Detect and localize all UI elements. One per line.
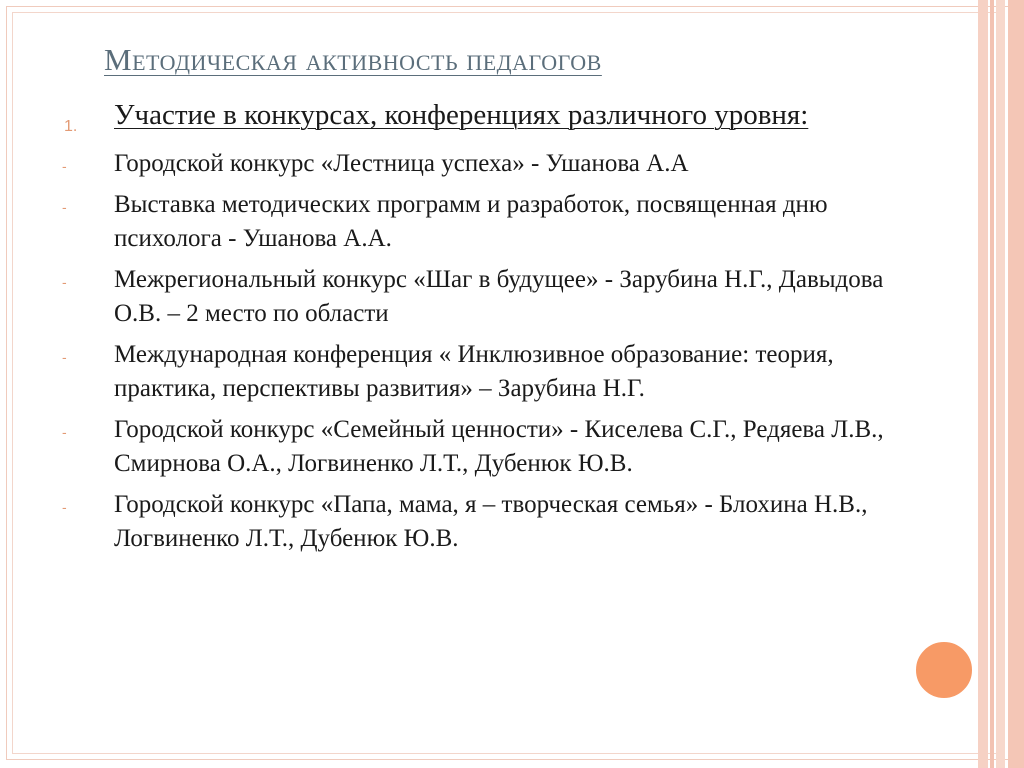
numbered-item-text: Участие в конкурсах, конференциях различного уровня: (114, 99, 809, 131)
bullet-marker: - (62, 274, 67, 290)
bullet-marker: - (62, 424, 67, 440)
list-item (60, 413, 910, 481)
bullet-marker: - (62, 349, 67, 365)
list-item-text: Городской конкурс «Семейный ценности» - Киселева С.Г., Редяева Л.В., Смирнова О.А., Логвиненко Л.Т., Дубенюк Ю.В. (114, 416, 884, 477)
list-number: 1. (64, 118, 78, 135)
list-item-text: Межрегиональный конкурс «Шаг в будущее» - Зарубина Н.Г., Давыдова О.В. – 2 место по области (114, 266, 884, 327)
slide-title: Методическая активность педагогов (104, 42, 602, 77)
list-item (60, 147, 910, 181)
bullet-marker: - (62, 499, 67, 515)
bullet-marker: - (62, 199, 67, 215)
bullet-marker: - (62, 158, 67, 174)
decorative-stripe (1008, 0, 1024, 768)
list-item (60, 263, 910, 331)
decorative-circle (914, 640, 974, 700)
list-item-text: Городской конкурс «Папа, мама, я – творческая семья» - Блохина Н.В., Логвиненко Л.Т., Дубенюк Ю.В. (114, 491, 868, 552)
list-item-text: Выставка методических программ и разработок, посвященная дню психолога - Ушанова А.А. (114, 191, 828, 252)
slide-content (60, 96, 910, 563)
numbered-item (60, 96, 910, 135)
list-item (60, 338, 910, 406)
decorative-stripe (978, 0, 988, 768)
list-item-text: Городской конкурс «Лестница успеха» - Ушанова А.А (114, 150, 689, 177)
decorative-stripe (990, 0, 994, 768)
decorative-stripe (996, 0, 1005, 768)
list-item-text: Международная конференция « Инклюзивное образование: теория, практика, перспективы развития» – Зарубина Н.Г. (114, 341, 834, 402)
list-item (60, 488, 910, 556)
list-item (60, 188, 910, 256)
